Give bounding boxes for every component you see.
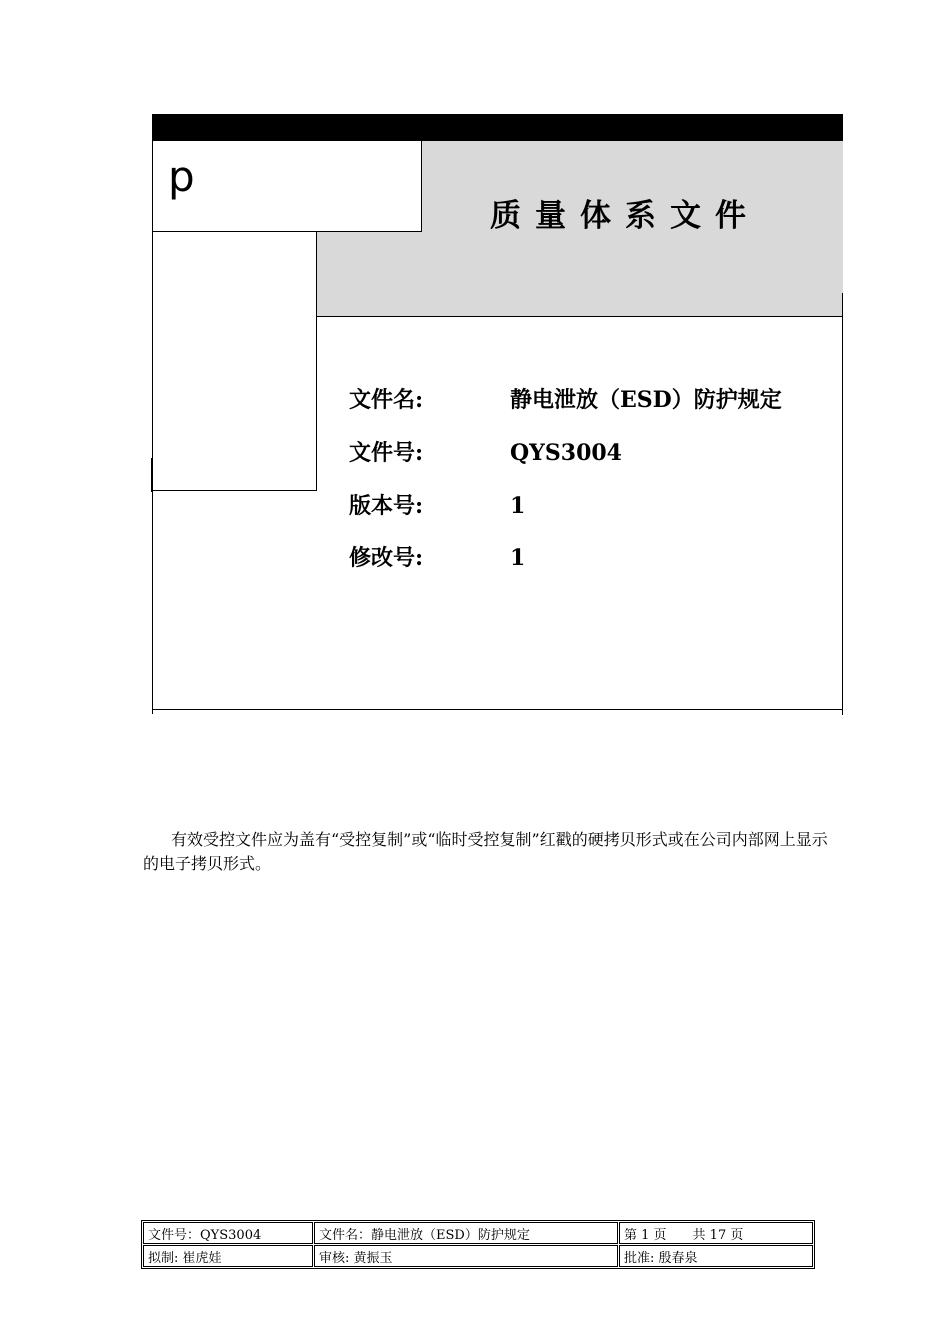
footer-page-info: 第 1 页 共 17 页 [619, 1222, 813, 1244]
control-notice: 有效受控文件应为盖有“受控复制”或“临时受控复制”红戳的硬拷贝形式或在公司内部网上显示的电子拷贝形式。 [143, 830, 828, 873]
header-black-bar [152, 114, 843, 141]
company-logo: p [168, 152, 195, 201]
footer-doc-number: 文件号：QYS3004 [143, 1222, 313, 1244]
footer-doc-name: 文件名：静电泄放（ESD）防护规定 [314, 1222, 618, 1244]
frame-bottom-border [152, 709, 843, 710]
doc-name-label: 文件名: [349, 387, 424, 413]
version-label: 版本号: [349, 493, 424, 519]
doc-number-label: 文件号: [349, 440, 424, 466]
frame-right-border [842, 293, 843, 715]
doc-number-value: QYS3004 [510, 440, 622, 466]
footer-row [143, 1245, 813, 1267]
frame-tick [151, 458, 152, 492]
footer-drafted-by: 拟制: 崔虎娃 [143, 1245, 313, 1267]
revision-value: 1 [510, 545, 526, 571]
footer-row [143, 1222, 813, 1244]
version-value: 1 [510, 493, 526, 519]
left-column-box [152, 232, 317, 491]
document-title: 质量体系文件 [490, 198, 760, 234]
revision-label: 修改号: [349, 545, 424, 571]
doc-name-value: 静电泄放（ESD）防护规定 [510, 387, 782, 413]
footer-table [141, 1220, 815, 1269]
frame-left-border [152, 491, 153, 714]
footer-reviewed-by: 审核: 黄振玉 [314, 1245, 618, 1267]
footer-approved-by: 批准: 殷春泉 [619, 1245, 813, 1267]
